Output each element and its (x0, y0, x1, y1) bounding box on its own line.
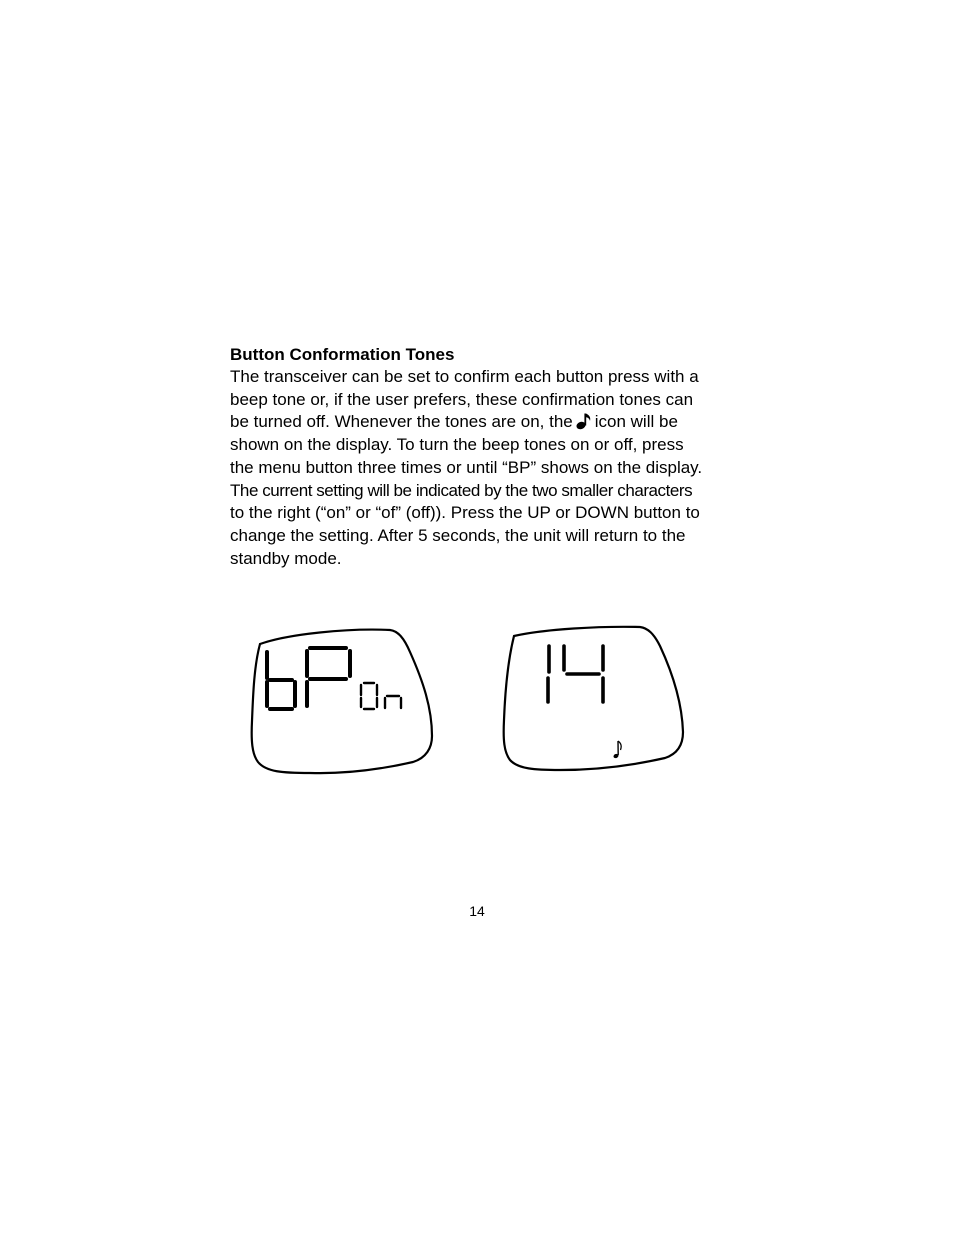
lcd-display-channel-14-graphic (500, 624, 690, 776)
body-line-6: The current setting will be indicated by the two smaller characters (230, 480, 693, 500)
button-confirmation-tones-section (230, 344, 750, 570)
body-line-4: shown on the display. To turn the beep tones on or off, press (230, 435, 684, 455)
body-line-3-suffix: icon will be (594, 412, 678, 432)
body-line-9: standby mode. (230, 548, 342, 568)
lcd-display-bp-on-graphic (248, 626, 438, 778)
music-note-icon (575, 412, 593, 430)
body-line-8: change the setting. After 5 seconds, the unit will return to the (230, 525, 686, 545)
body-line-3-text: be turned off. Whenever the tones are on, the (230, 412, 573, 432)
lcd-small-glyphs (361, 683, 401, 709)
lcd-frame (252, 630, 432, 774)
body-line-3 (230, 411, 750, 434)
section-body (230, 366, 750, 570)
lcd-display-bp-on (248, 626, 438, 778)
music-note-icon (613, 741, 621, 759)
page-number: 14 (469, 903, 485, 919)
lcd-display-channel-14 (500, 624, 690, 776)
lcd-main-glyphs (548, 646, 603, 702)
lcd-main-glyphs (267, 648, 350, 709)
section-title: Button Conformation Tones (230, 345, 455, 364)
lcd-frame (504, 627, 683, 770)
body-line-1: The transceiver can be set to confirm each button press with a (230, 367, 699, 386)
body-line-5: the menu button three times or until “BP” shows on the display. (230, 457, 703, 477)
body-line-7: to the right (“on” or “of” (off)). Press the UP or DOWN button to (230, 503, 700, 523)
body-line-2: beep tone or, if the user prefers, these confirmation tones can (230, 389, 694, 409)
